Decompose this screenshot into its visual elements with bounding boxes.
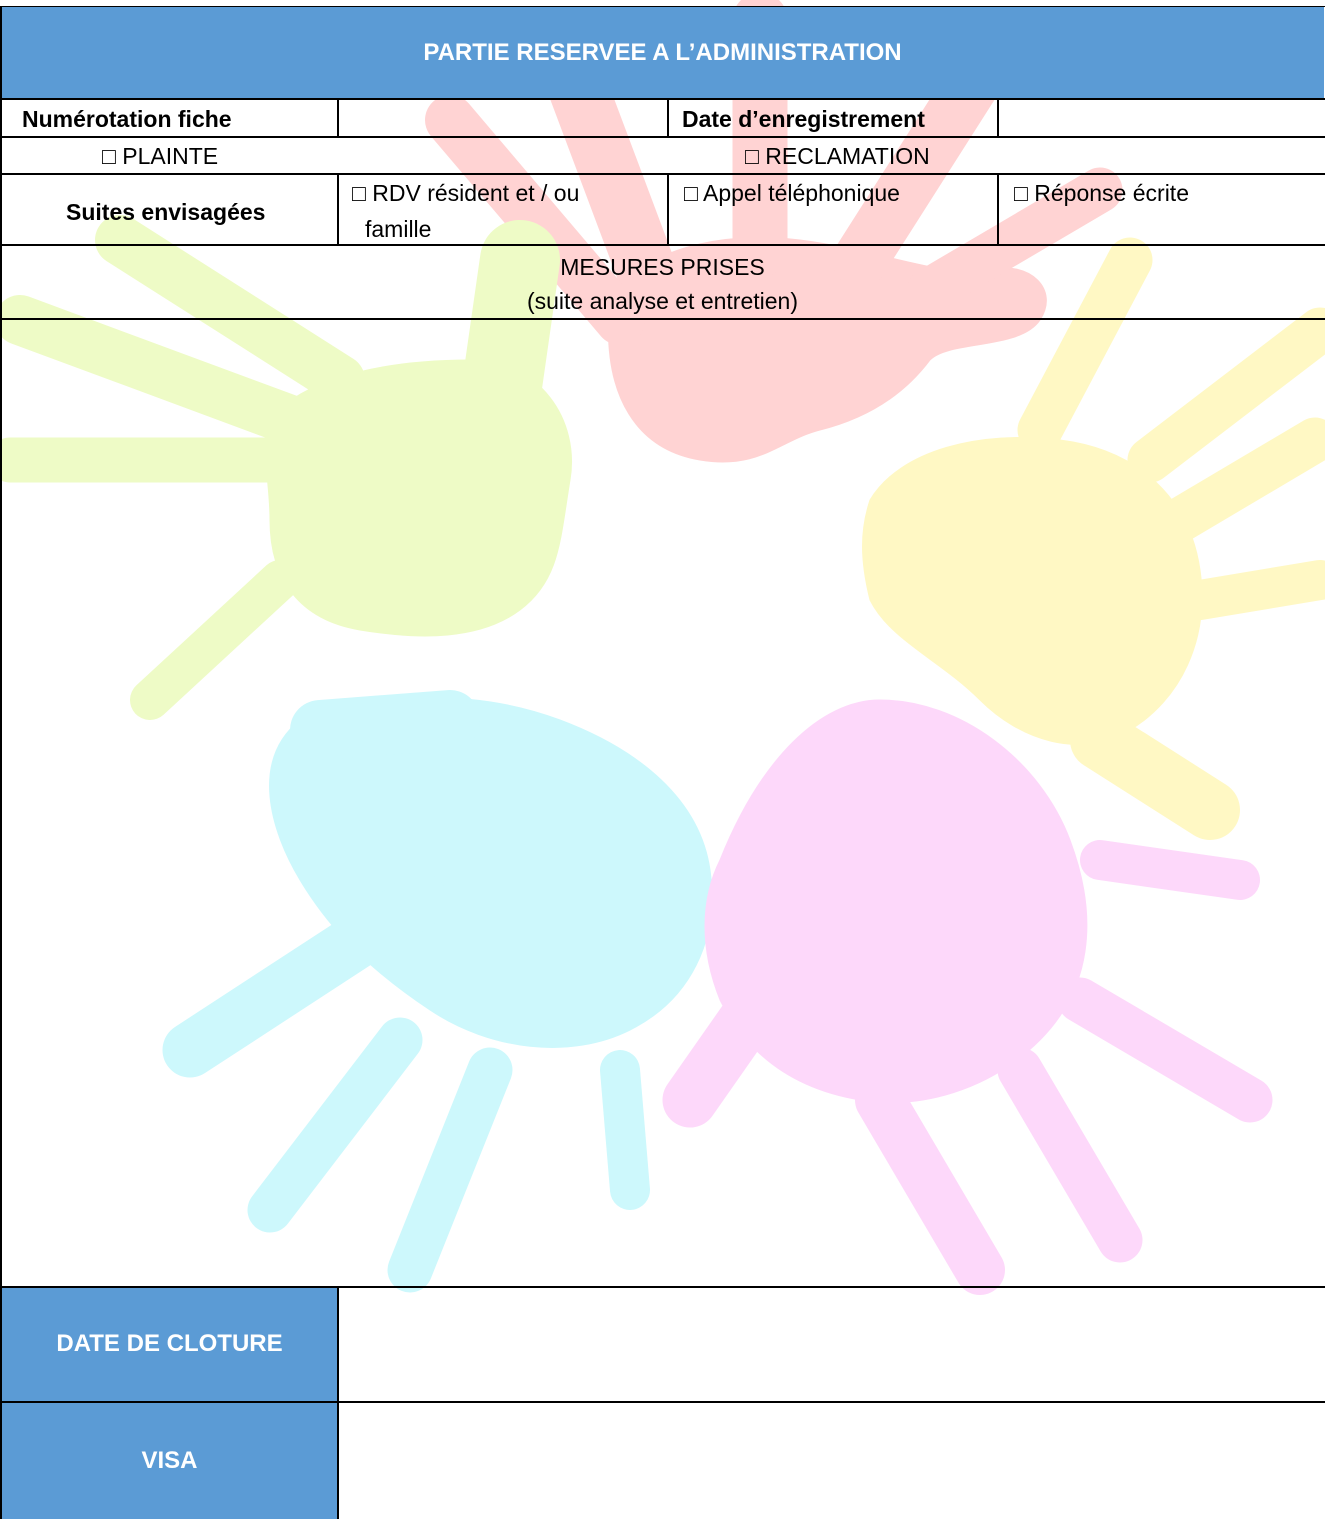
- vrule-1-row1: [337, 98, 339, 138]
- mesures-title: MESURES PRISES: [560, 254, 765, 280]
- rule-before-footer: [0, 1286, 1325, 1288]
- vrule-2-row3: [667, 173, 669, 246]
- numerotation-field[interactable]: [339, 100, 667, 136]
- reclamation-checkbox[interactable]: □ RECLAMATION: [745, 143, 930, 169]
- rdv-label-line2: famille: [365, 216, 432, 242]
- mesures-subtitle: (suite analyse et entretien): [526, 288, 799, 314]
- vrule-footer: [337, 1286, 339, 1519]
- vrule-3-row1: [997, 98, 999, 138]
- date-cloture-label-cell: [1, 1286, 338, 1402]
- rule-row2: [0, 173, 1325, 175]
- vrule-3-row3: [997, 173, 999, 246]
- visa-label: VISA: [141, 1447, 198, 1474]
- admin-header: [1, 7, 1324, 98]
- border-top: [0, 6, 1325, 7]
- rule-under-header: [0, 98, 1325, 100]
- rule-row3: [0, 244, 1325, 246]
- border-outer-left: [0, 6, 2, 1519]
- suites-envisagees-label: Suites envisagées: [66, 199, 266, 225]
- admin-header-title: PARTIE RESERVEE A L’ADMINISTRATION: [423, 38, 902, 66]
- vrule-1-row3: [337, 173, 339, 246]
- rule-row1: [0, 136, 1325, 138]
- vrule-2-row1: [667, 98, 669, 138]
- reponse-checkbox[interactable]: □ Réponse écrite: [1014, 180, 1189, 206]
- rule-between-footer: [0, 1401, 1325, 1403]
- mesures-heading: [0, 250, 1325, 318]
- rdv-checkbox[interactable]: [339, 174, 667, 244]
- rdv-label-line1: □ RDV résident et / ou: [352, 180, 580, 206]
- visa-field[interactable]: [339, 1403, 1324, 1519]
- date-enregistrement-label: Date d’enregistrement: [682, 106, 925, 132]
- plainte-checkbox[interactable]: □ PLAINTE: [102, 143, 219, 169]
- rule-row4: [0, 318, 1325, 320]
- appel-checkbox[interactable]: □ Appel téléphonique: [684, 180, 900, 206]
- date-cloture-label: DATE DE CLOTURE: [56, 1330, 283, 1357]
- numerotation-label: Numérotation fiche: [22, 106, 232, 132]
- visa-label-cell: [1, 1403, 338, 1519]
- mesures-content-area[interactable]: [2, 320, 1324, 1286]
- date-enregistrement-field[interactable]: [1000, 100, 1324, 136]
- date-cloture-field[interactable]: [339, 1288, 1324, 1402]
